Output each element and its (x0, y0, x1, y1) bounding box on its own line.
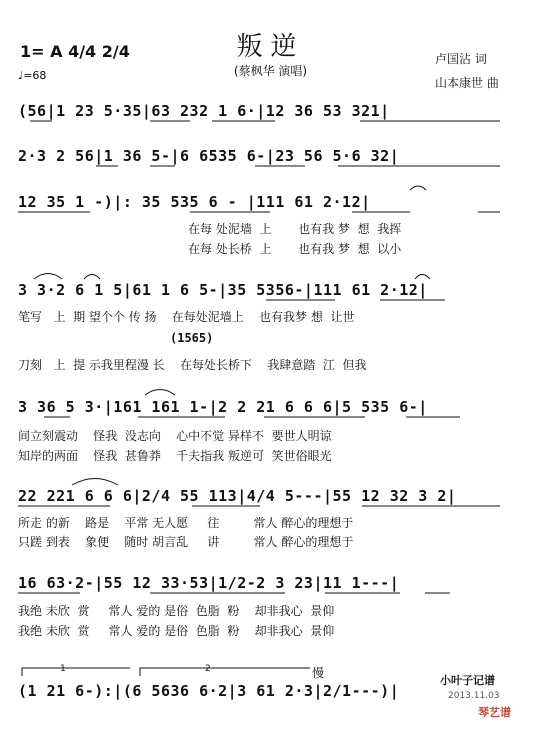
score-line-5: 3 36 5 3·|161 161 1-|2 2 21 6 6 6|5 535 6-| (18, 398, 428, 416)
lyric-line-6a: 间立刻震动 怪我 没志向 心中不觉 异样不 要世人明谅 (18, 429, 332, 443)
score-line-3: 12 35 1 -)|: 35 535 6 - |111 61 2·12| (18, 193, 371, 211)
grace-bracket: (1565) (170, 331, 214, 345)
lyric-line-5: 刀刻 上 提 示我里程漫 长 在每处长桥下 我肆意踏 江 但我 (18, 358, 367, 372)
transcriber-signature: 小叶子记谱 (440, 674, 495, 687)
ending-1-label: 1 (60, 664, 66, 674)
song-subtitle: (蔡枫华 演唱) (233, 64, 308, 78)
score-line-6: 22 221 6 6 6|2/4 55 113|4/4 5---|55 12 32 3 2| (18, 487, 457, 505)
lyric-line-6b: 知岸的两面 怪我 甚鲁莽 千夫指我 叛逆可 笑世俗眼光 (18, 449, 332, 463)
song-title: 叛逆 (236, 32, 305, 62)
score-line-2: 2·3 2 56|1 36 5-|6 6535 6-|23 56 5·6 32| (18, 147, 400, 165)
ending-2-label: 2 (205, 664, 211, 674)
lyric-line-7b: 只蹉 到表 象便 随时 胡言乱 讲 常人 醉心的理想于 (18, 535, 354, 549)
lyric-line-4: 笔写 上 期 望个个 传 扬 在每处泥墙上 也有我梦 想 让世 (18, 310, 355, 324)
composer-credit: 山本康世 曲 (435, 76, 499, 90)
lyric-line-8a: 我绝 未欣 赏 常人 爱的 是俗 色脂 粉 却非我心 景仰 (18, 604, 335, 618)
transcription-date: 2013.11.03 (448, 691, 500, 701)
score-line-8: (1 21 6-):|(6 5636 6·2|3 61 2·3|2/1---)| (18, 682, 400, 700)
key-signature: 1= A 4/4 2/4 (20, 42, 130, 61)
score-line-1: (56|1 23 5·35|63 232 1 6·|12 36 53 321| (18, 102, 390, 120)
slow-marking: 慢 (312, 666, 325, 680)
lyricist-credit: 卢国沾 词 (435, 52, 487, 66)
lyric-line-3a: 在每 处泥墙 上 也有我 梦 想 我挥 (188, 222, 402, 236)
lyric-line-3b: 在每 处长桥 上 也有我 梦 想 以小 (188, 242, 402, 256)
score-line-4: 3 3·2 6 1 5|61 1 6 5-|35 5356-|111 61 2·12| (18, 281, 428, 299)
lyric-line-8b: 我绝 未欣 赏 常人 爱的 是俗 色脂 粉 却非我心 景仰 (18, 624, 335, 638)
lyric-line-7a: 所走 的新 路是 平常 无人愿 往 常人 醉心的理想于 (18, 516, 354, 530)
score-line-7: 16 63·2-|55 12 33·53|1/2-2 3 23|11 1---| (18, 574, 400, 592)
site-logo: 琴艺谱 (478, 706, 511, 719)
tempo-marking: ♩=68 (18, 69, 47, 82)
